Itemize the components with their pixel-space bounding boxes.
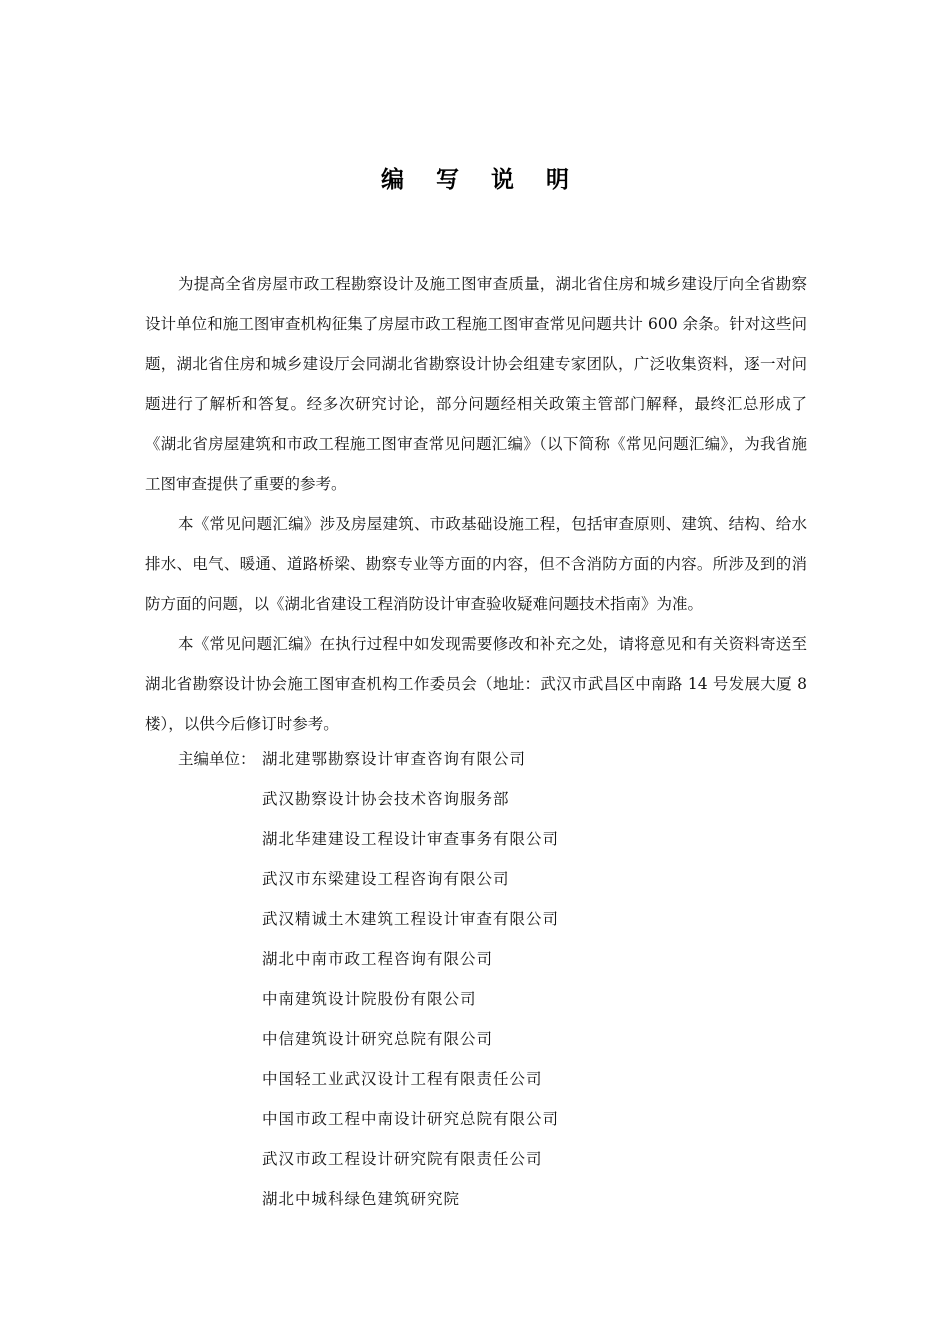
- editor-row: [178, 979, 559, 1019]
- editor-unit: 湖北建鄂勘察设计审查咨询有限公司: [262, 750, 527, 768]
- editor-row: [178, 819, 559, 859]
- editor-label-spacer: [178, 859, 262, 899]
- editor-row: [178, 739, 559, 779]
- editor-row: [178, 939, 559, 979]
- editor-unit: 中信建筑设计研究总院有限公司: [262, 1030, 494, 1048]
- editor-row: [178, 1019, 559, 1059]
- editor-row: [178, 1139, 559, 1179]
- editor-label-spacer: [178, 979, 262, 1019]
- editor-row: [178, 899, 559, 939]
- editor-row: [178, 779, 559, 819]
- editor-unit: 湖北华建建设工程设计审查事务有限公司: [262, 830, 560, 848]
- editor-label-spacer: [178, 1139, 262, 1179]
- body-text: [145, 264, 807, 744]
- editor-label-spacer: [178, 1099, 262, 1139]
- editor-label-spacer: [178, 819, 262, 859]
- editor-unit: 中国轻工业武汉设计工程有限责任公司: [262, 1070, 543, 1088]
- editor-label-spacer: [178, 1179, 262, 1219]
- editor-unit: 武汉市东梁建设工程咨询有限公司: [262, 870, 510, 888]
- editor-label-spacer: [178, 1059, 262, 1099]
- editor-label-spacer: [178, 939, 262, 979]
- editor-row: [178, 1059, 559, 1099]
- editor-label-spacer: [178, 899, 262, 939]
- editor-label: 主编单位：: [178, 750, 256, 768]
- editor-unit: 中国市政工程中南设计研究总院有限公司: [262, 1110, 560, 1128]
- editor-row: [178, 859, 559, 899]
- editor-row: [178, 1099, 559, 1139]
- chief-editor-units: [178, 739, 559, 1219]
- editor-unit: 武汉精诚土木建筑工程设计审查有限公司: [262, 910, 560, 928]
- paragraph-1: 为提高全省房屋市政工程勘察设计及施工图审查质量，湖北省住房和城乡建设厅向全省勘察设计单位和施工图审查机构征集了房屋市政工程施工图审查常见问题共计 600 余条。针对这些问题，湖北省住房和城乡建设厅会同湖北省勘察设计协会组建专家团队，广泛收集资料，逐一对问题进行了解析和答复。经多次研究讨论，部分问题经相关政策主管部门解释，最终汇总形成了《湖北省房屋建筑和市政工程施工图审查常见问题汇编》（以下简称《常见问题汇编》，为我省施工图审查提供了重要的参考。: [145, 275, 807, 493]
- editor-label-spacer: [178, 779, 262, 819]
- editor-unit: 武汉市政工程设计研究院有限责任公司: [262, 1150, 543, 1168]
- paragraph-2: 本《常见问题汇编》涉及房屋建筑、市政基础设施工程，包括审查原则、建筑、结构、给水排水、电气、暖通、道路桥梁、勘察专业等方面的内容，但不含消防方面的内容。所涉及到的消防方面的问题，以《湖北省建设工程消防设计审查验收疑难问题技术指南》为准。: [145, 515, 807, 613]
- editor-row: [178, 1179, 559, 1219]
- editor-unit: 中南建筑设计院股份有限公司: [262, 990, 477, 1008]
- editor-unit: 湖北中城科绿色建筑研究院: [262, 1190, 461, 1208]
- page-title: 编 写 说 明: [380, 167, 582, 193]
- editor-label-spacer: [178, 1019, 262, 1059]
- editor-unit: 湖北中南市政工程咨询有限公司: [262, 950, 494, 968]
- paragraph-3: 本《常见问题汇编》在执行过程中如发现需要修改和补充之处，请将意见和有关资料寄送至湖北省勘察设计协会施工图审查机构工作委员会（地址：武汉市武昌区中南路 14 号发展大厦 8 楼），以供今后修订时参考。: [145, 635, 807, 733]
- editor-unit: 武汉勘察设计协会技术咨询服务部: [262, 790, 510, 808]
